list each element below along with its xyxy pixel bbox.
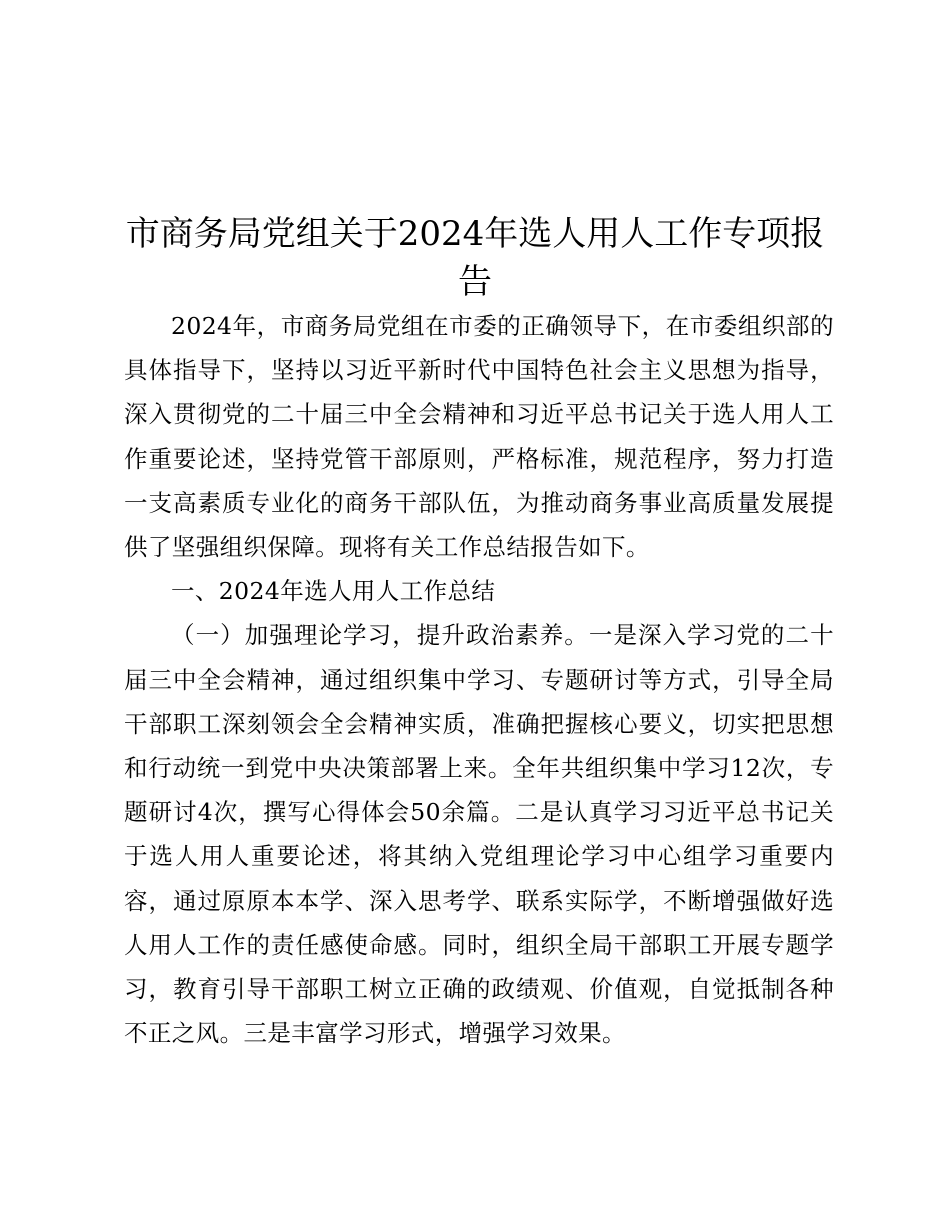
section-1-paragraph-1: （一）加强理论学习，提升政治素养。一是深入学习党的二十届三中全会精神，通过组织集中学习、专题研讨等方式，引导全局干部职工深刻领会全会精神实质，准确把握核心要义，切实把思想和行动统一到党中央决策部署上来。全年共组织集中学习12次，专题研讨4次，撰写心得体会50余篇。二是认真学习习近平总书记关于选人用人重要论述，将其纳入党组理论学习中心组学习重要内容，通过原原本本学、深入思考学、联系实际学，不断增强做好选人用人工作的责任感使命感。同时，组织全局干部职工开展专题学习，教育引导干部职工树立正确的政绩观、价值观，自觉抵制各种不正之风。三是丰富学习形式，增强学习效果。 bbox=[124, 621, 834, 1048]
document-body bbox=[124, 304, 834, 1055]
document-title: 市商务局党组关于2024年选人用人工作专项报告 bbox=[125, 214, 825, 302]
intro-paragraph: 2024年，市商务局党组在市委的正确领导下，在市委组织部的具体指导下，坚持以习近平新时代中国特色社会主义思想为指导，深入贯彻党的二十届三中全会精神和习近平总书记关于选人用人工作重要论述，坚持党管干部原则，严格标准，规范程序，努力打造一支高素质专业化的商务干部队伍，为推动商务事业高质量发展提供了坚强组织保障。现将有关工作总结报告如下。 bbox=[124, 312, 834, 562]
section-heading-1: 一、2024年选人用人工作总结 bbox=[171, 577, 496, 606]
